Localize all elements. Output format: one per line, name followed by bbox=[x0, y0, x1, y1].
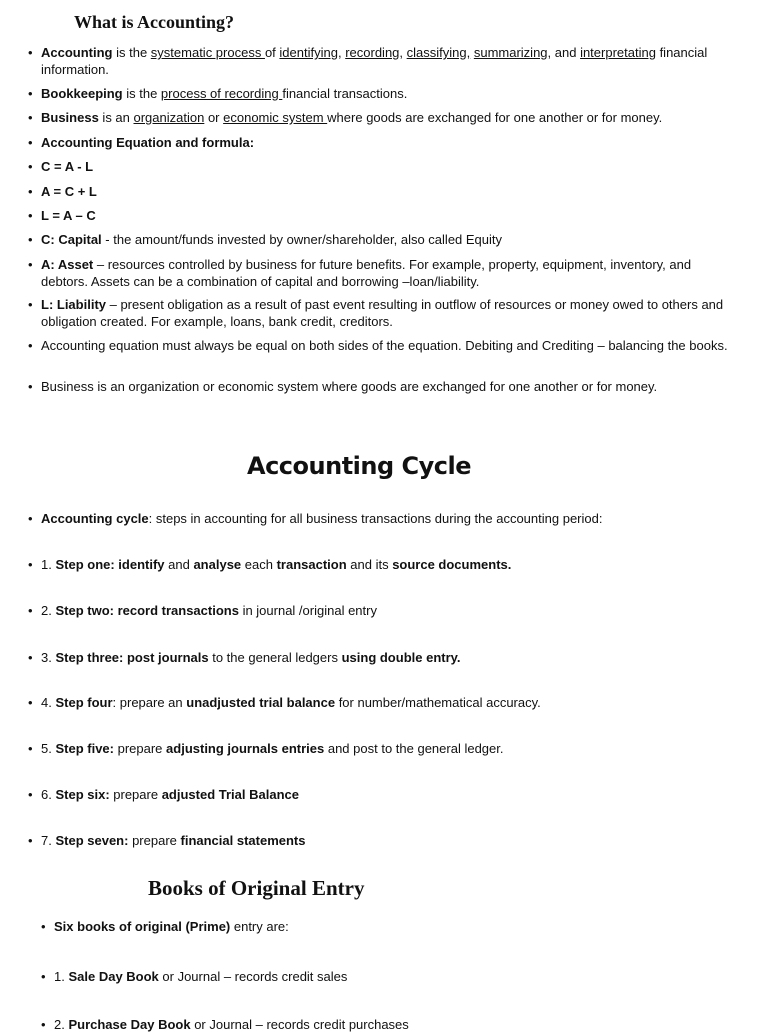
list-item-step-6: • 6. Step six: prepare adjusted Trial Balance bbox=[41, 787, 741, 804]
list-item-business: • Business is an organization or economic system where goods are exchanged for one another or for money. bbox=[41, 110, 741, 127]
list-item-six-books: • Six books of original (Prime) entry are: bbox=[54, 919, 744, 936]
list-item-step-5: • 5. Step five: prepare adjusting journals entries and post to the general ledger. bbox=[41, 741, 741, 758]
section-title-books-of-original-entry: Books of Original Entry bbox=[148, 876, 365, 900]
list-item-capital: • C: Capital - the amount/funds invested by owner/shareholder, also called Equity bbox=[41, 232, 741, 249]
section-title-accounting-cycle: Accounting Cycle bbox=[247, 452, 471, 480]
list-item-formula-l: • L = A – C bbox=[41, 208, 741, 225]
list-item-equation-balance: • Accounting equation must always be equal on both sides of the equation. Debiting and Crediting – balancing the books. bbox=[41, 338, 741, 355]
list-item-accounting: • Accounting is the systematic process of identifying, recording, classifying, summarizing, and interpretating financial information. bbox=[41, 45, 741, 78]
list-item-bookkeeping: • Bookkeeping is the process of recording financial transactions. bbox=[41, 86, 741, 103]
section-title-what-is-accounting: What is Accounting? bbox=[74, 12, 235, 32]
list-item-purchase-day-book: • 2. Purchase Day Book or Journal – records credit purchases bbox=[54, 1017, 744, 1034]
list-item-cycle-intro: • Accounting cycle: steps in accounting for all business transactions during the accounting period: bbox=[41, 511, 741, 528]
list-item-liability: • L: Liability – present obligation as a result of past event resulting in outflow of resources or money owed to others and obligation created. For example, loans, bank credit, creditors. bbox=[41, 297, 731, 330]
list-item-step-4: • 4. Step four: prepare an unadjusted trial balance for number/mathematical accuracy. bbox=[41, 695, 741, 712]
list-item-business-repeat: • Business is an organization or economic system where goods are exchanged for one another or for money. bbox=[41, 379, 741, 396]
list-item-sale-day-book: • 1. Sale Day Book or Journal – records credit sales bbox=[54, 969, 744, 986]
list-item-formula-c: • C = A - L bbox=[41, 159, 741, 176]
list-item-step-3: • 3. Step three: post journals to the general ledgers using double entry. bbox=[41, 650, 741, 667]
list-item-step-2: • 2. Step two: record transactions in journal /original entry bbox=[41, 603, 741, 620]
list-item-step-7: • 7. Step seven: prepare financial statements bbox=[41, 833, 741, 850]
list-item-step-1: • 1. Step one: identify and analyse each transaction and its source documents. bbox=[41, 557, 741, 574]
list-item-equation-heading: • Accounting Equation and formula: bbox=[41, 135, 741, 152]
list-item-formula-a: • A = C + L bbox=[41, 184, 741, 201]
list-item-asset: • A: Asset – resources controlled by business for future benefits. For example, property, equipment, inventory, and debtors. Assets can be a combination of capital and borrowing –loan/liability. bbox=[41, 257, 731, 290]
